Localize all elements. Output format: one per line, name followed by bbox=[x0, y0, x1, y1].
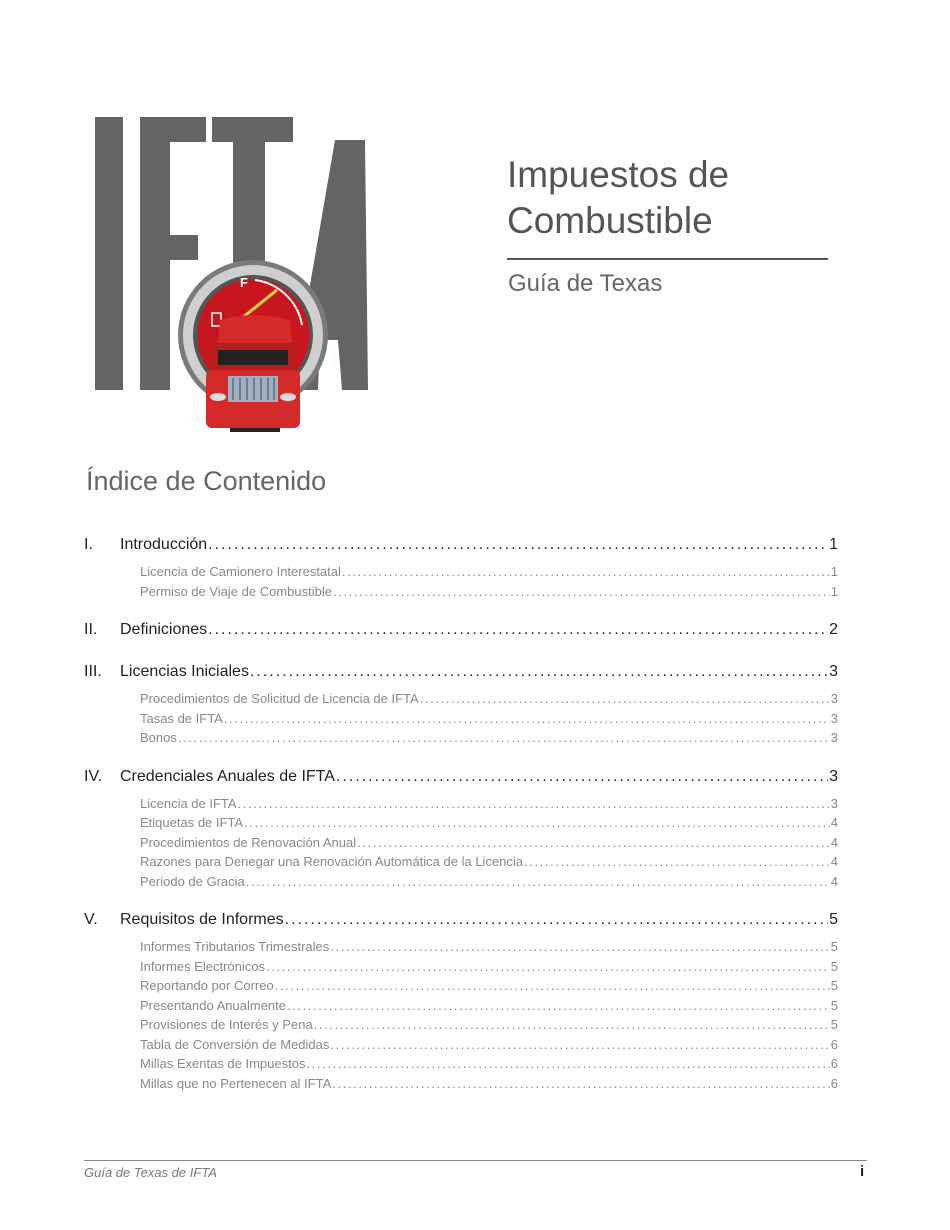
subentry-label: Tabla de Conversión de Medidas bbox=[140, 1036, 330, 1052]
toc-subentry[interactable] bbox=[140, 1076, 838, 1096]
toc-subentry[interactable] bbox=[140, 564, 838, 584]
ifta-logo bbox=[80, 100, 400, 440]
subentry-page: 3 bbox=[830, 710, 838, 726]
toc-heading: Índice de Contenido bbox=[86, 466, 327, 496]
title-divider bbox=[507, 258, 828, 260]
subentry-label: Tasas de IFTA bbox=[140, 710, 223, 726]
toc-subentry[interactable] bbox=[140, 1037, 838, 1057]
subentry-label: Informes Electrónicos bbox=[140, 958, 265, 974]
subentry-label: Millas Exentas de Impuestos bbox=[140, 1056, 306, 1071]
subentry-label: Procedimientos de Renovación Anual bbox=[140, 834, 357, 850]
entry-label: Requisitos de Informes bbox=[120, 911, 284, 928]
dot-leader bbox=[420, 691, 830, 706]
toc-subentry[interactable] bbox=[140, 835, 838, 855]
dot-leader bbox=[332, 1076, 830, 1091]
subentry-label: Licencia de Camionero Interestatal bbox=[140, 564, 341, 579]
subentry-label: Razones para Denegar una Renovación Automática de la Licencia bbox=[140, 854, 524, 869]
footer-title: Guía de Texas de IFTA bbox=[84, 1165, 217, 1180]
subentry-label: Bonos bbox=[140, 730, 177, 745]
table-of-contents bbox=[84, 536, 838, 1113]
dot-leader bbox=[524, 854, 830, 869]
toc-section bbox=[84, 768, 838, 894]
subentry-list bbox=[140, 939, 838, 1095]
toc-subentry[interactable] bbox=[140, 998, 838, 1018]
subentry-page: 5 bbox=[830, 978, 838, 993]
toc-subentry[interactable] bbox=[140, 854, 838, 874]
toc-entry[interactable] bbox=[84, 768, 838, 792]
dot-leader bbox=[250, 663, 828, 681]
dot-leader bbox=[357, 835, 830, 850]
subentry-page: 1 bbox=[830, 564, 838, 579]
dot-leader bbox=[275, 978, 830, 993]
dot-leader bbox=[178, 730, 830, 745]
dot-leader bbox=[333, 584, 830, 599]
section-number: IV. bbox=[84, 767, 103, 785]
dot-leader bbox=[208, 621, 828, 639]
title-line-2: Combustible bbox=[507, 200, 713, 241]
entry-label: Credenciales Anuales de IFTA bbox=[120, 767, 335, 785]
footer-divider bbox=[84, 1160, 867, 1161]
svg-text:F: F bbox=[240, 275, 248, 290]
document-title bbox=[507, 152, 729, 244]
subentry-list bbox=[140, 564, 838, 603]
dot-leader bbox=[306, 1056, 829, 1071]
subentry-list bbox=[140, 796, 838, 894]
dot-leader bbox=[336, 768, 828, 786]
toc-subentry[interactable] bbox=[140, 691, 838, 711]
subentry-page: 4 bbox=[830, 873, 838, 889]
subentry-page: 4 bbox=[830, 834, 838, 850]
dot-leader bbox=[342, 564, 830, 579]
subentry-page: 4 bbox=[830, 854, 838, 869]
subentry-page: 5 bbox=[830, 958, 838, 974]
toc-subentry[interactable] bbox=[140, 874, 838, 894]
entry-page: 2 bbox=[829, 621, 838, 638]
toc-entry[interactable] bbox=[84, 911, 838, 935]
document-subtitle: Guía de Texas bbox=[508, 270, 663, 297]
dot-leader bbox=[266, 959, 830, 974]
dot-leader bbox=[208, 536, 828, 554]
toc-section bbox=[84, 663, 838, 750]
subentry-page: 6 bbox=[830, 1036, 838, 1052]
toc-subentry[interactable] bbox=[140, 730, 838, 750]
toc-subentry[interactable] bbox=[140, 796, 838, 816]
subentry-label: Permiso de Viaje de Combustible bbox=[140, 583, 332, 599]
section-number: II. bbox=[84, 621, 98, 638]
toc-section bbox=[84, 536, 838, 603]
subentry-page: 3 bbox=[830, 691, 838, 706]
toc-subentry[interactable] bbox=[140, 959, 838, 979]
toc-entry[interactable] bbox=[84, 536, 838, 560]
toc-entry[interactable] bbox=[84, 621, 838, 645]
subentry-label: Reportando por Correo bbox=[140, 978, 274, 993]
subentry-page: 4 bbox=[830, 815, 838, 830]
truck-icon bbox=[206, 315, 300, 432]
subentry-label: Presentando Anualmente bbox=[140, 997, 286, 1013]
section-number: V. bbox=[84, 911, 98, 928]
subentry-label: Procedimientos de Solicitud de Licencia de IFTA bbox=[140, 691, 419, 706]
subentry-label: Provisiones de Interés y Pena bbox=[140, 1017, 313, 1032]
dot-leader bbox=[224, 711, 830, 726]
section-number: I. bbox=[84, 536, 93, 553]
subentry-page: 3 bbox=[830, 795, 838, 811]
title-line-1: Impuestos de bbox=[507, 154, 730, 195]
subentry-list bbox=[140, 691, 838, 750]
toc-section bbox=[84, 621, 838, 645]
section-number: III. bbox=[84, 663, 102, 680]
toc-subentry[interactable] bbox=[140, 939, 838, 959]
toc-entry[interactable] bbox=[84, 663, 838, 687]
subentry-page: 5 bbox=[830, 997, 838, 1013]
subentry-page: 6 bbox=[830, 1075, 838, 1091]
entry-label: Licencias Iniciales bbox=[120, 663, 249, 680]
entry-page: 5 bbox=[829, 911, 838, 928]
subentry-label: Licencia de IFTA bbox=[140, 795, 237, 811]
dot-leader bbox=[330, 1037, 829, 1052]
entry-page: 3 bbox=[829, 663, 838, 680]
subentry-label: Informes Tributarios Trimestrales bbox=[140, 939, 330, 954]
dot-leader bbox=[244, 815, 830, 830]
dot-leader bbox=[246, 874, 830, 889]
dot-leader bbox=[314, 1017, 830, 1032]
dot-leader bbox=[238, 796, 830, 811]
page-number: i bbox=[860, 1163, 865, 1180]
entry-page: 1 bbox=[829, 536, 838, 553]
subentry-label: Periodo de Gracia bbox=[140, 873, 245, 889]
toc-subentry[interactable] bbox=[140, 815, 838, 835]
subentry-label: Millas que no Pertenecen al IFTA bbox=[140, 1075, 332, 1091]
entry-page: 3 bbox=[829, 767, 838, 785]
toc-subentry[interactable] bbox=[140, 584, 838, 604]
entry-label: Introducción bbox=[120, 536, 208, 553]
dot-leader bbox=[287, 998, 830, 1013]
subentry-page: 5 bbox=[830, 939, 838, 954]
subentry-page: 3 bbox=[830, 730, 838, 745]
toc-section bbox=[84, 911, 838, 1095]
toc-subentry[interactable] bbox=[140, 711, 838, 731]
dot-leader bbox=[285, 911, 828, 929]
subentry-page: 6 bbox=[830, 1056, 838, 1071]
entry-label: Definiciones bbox=[120, 621, 208, 638]
subentry-page: 5 bbox=[830, 1017, 838, 1032]
dot-leader bbox=[330, 939, 829, 954]
subentry-label: Etiquetas de IFTA bbox=[140, 815, 244, 830]
subentry-page: 1 bbox=[830, 583, 838, 599]
toc-subentry[interactable] bbox=[140, 1056, 838, 1076]
toc-subentry[interactable] bbox=[140, 978, 838, 998]
toc-subentry[interactable] bbox=[140, 1017, 838, 1037]
